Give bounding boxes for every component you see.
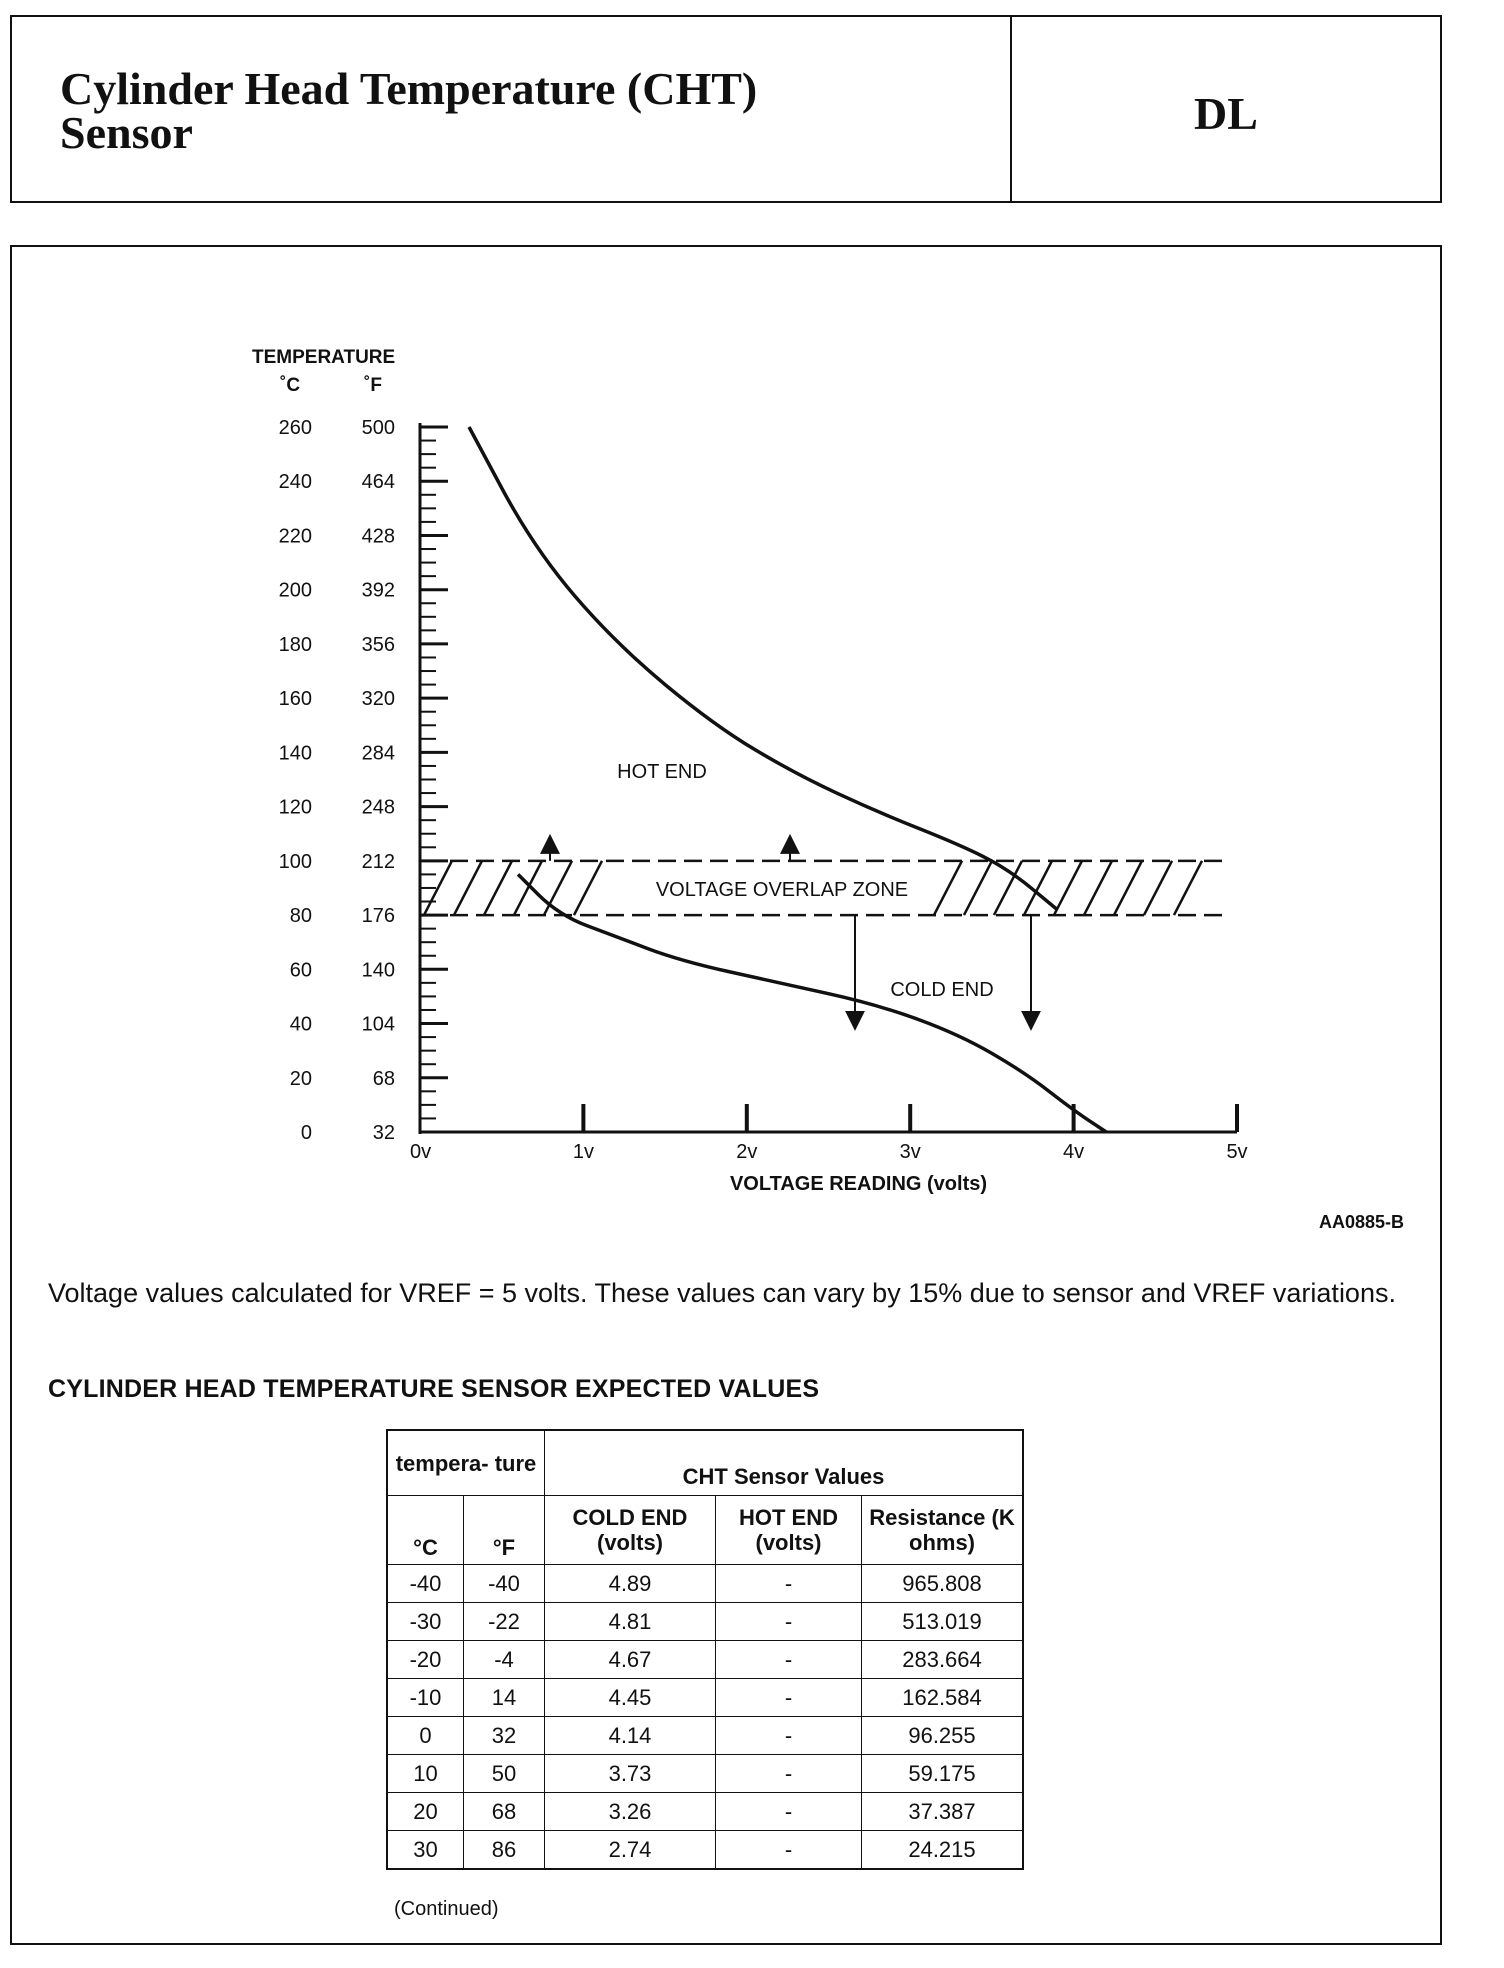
cell-hot-end: - <box>716 1717 862 1755</box>
table-row <box>387 1793 1023 1831</box>
cell-cold-end: 3.73 <box>545 1755 716 1793</box>
cell-resistance: 162.584 <box>862 1679 1024 1717</box>
section-code: DL <box>1194 87 1258 139</box>
voltage-temperature-chart <box>12 247 1440 1207</box>
content-frame <box>10 245 1442 1945</box>
cell-hot-end: - <box>716 1565 862 1603</box>
overlap-hatch <box>454 861 482 915</box>
y-tick-label-fahrenheit: 140 <box>361 959 395 982</box>
header-hot-end: HOT END (volts) <box>716 1496 862 1565</box>
overlap-hatch <box>544 861 572 915</box>
header-celsius: °C <box>387 1496 464 1565</box>
overlap-hatch <box>1054 861 1082 915</box>
table-row <box>387 1565 1023 1603</box>
cell-hot-end: - <box>716 1793 862 1831</box>
overlap-hatch <box>574 861 602 915</box>
y-tick-label-celsius: 200 <box>278 579 312 602</box>
title-line-2: Sensor <box>60 107 193 158</box>
y-unit-fahrenheit: ˚F <box>364 375 382 396</box>
cell-fahrenheit: 68 <box>464 1793 545 1831</box>
cell-cold-end: 4.14 <box>545 1717 716 1755</box>
cell-hot-end: - <box>716 1603 862 1641</box>
cell-fahrenheit: -22 <box>464 1603 545 1641</box>
table-title: CYLINDER HEAD TEMPERATURE SENSOR EXPECTED VALUES <box>48 1375 820 1403</box>
table-row <box>387 1717 1023 1755</box>
header-cold-end: COLD END (volts) <box>545 1496 716 1565</box>
cell-resistance: 59.175 <box>862 1755 1024 1793</box>
title-line-1: Cylinder Head Temperature (CHT) <box>60 63 758 114</box>
table-row <box>387 1641 1023 1679</box>
cell-resistance: 965.808 <box>862 1565 1024 1603</box>
x-tick-label: 4v <box>1063 1141 1085 1163</box>
cell-hot-end: - <box>716 1679 862 1717</box>
hot-end-label: HOT END <box>617 761 707 783</box>
cell-celsius: -20 <box>387 1641 464 1679</box>
cell-fahrenheit: 50 <box>464 1755 545 1793</box>
overlap-hatch <box>1114 861 1142 915</box>
y-tick-label-fahrenheit: 176 <box>361 905 395 928</box>
overlap-hatch <box>1144 861 1172 915</box>
y-tick-label-fahrenheit: 284 <box>361 742 395 765</box>
y-tick-label-celsius: 80 <box>289 905 312 928</box>
cell-resistance: 24.215 <box>862 1831 1024 1870</box>
y-tick-label-fahrenheit: 464 <box>361 471 395 494</box>
table-body <box>387 1565 1023 1870</box>
overlap-hatch <box>934 861 962 915</box>
cell-fahrenheit: -4 <box>464 1641 545 1679</box>
cell-celsius: -30 <box>387 1603 464 1641</box>
y-tick-label-celsius: 220 <box>278 525 312 548</box>
y-unit-celsius: ˚C <box>280 375 301 396</box>
x-tick-label: 5v <box>1226 1141 1248 1163</box>
cell-hot-end: - <box>716 1831 862 1870</box>
y-tick-label-celsius: 160 <box>278 688 312 711</box>
cell-cold-end: 4.89 <box>545 1565 716 1603</box>
cht-group-header: CHT Sensor Values <box>545 1430 1024 1496</box>
cell-celsius: 30 <box>387 1831 464 1870</box>
y-tick-label-celsius: 260 <box>278 417 312 439</box>
cell-celsius: 20 <box>387 1793 464 1831</box>
x-tick-label: 1v <box>572 1141 594 1163</box>
overlap-zone-label: VOLTAGE OVERLAP ZONE <box>655 878 909 901</box>
y-tick-label-celsius: 140 <box>278 742 312 765</box>
page-title <box>12 17 1012 201</box>
cell-resistance: 37.387 <box>862 1793 1024 1831</box>
cold-end-curve <box>518 874 1106 1132</box>
cell-cold-end: 3.26 <box>545 1793 716 1831</box>
y-tick-label-fahrenheit: 392 <box>361 579 395 602</box>
cell-cold-end: 4.67 <box>545 1641 716 1679</box>
x-tick-label: 0v <box>410 1141 432 1163</box>
cht-values-table <box>386 1429 1024 1870</box>
cell-resistance: 96.255 <box>862 1717 1024 1755</box>
cell-celsius: -10 <box>387 1679 464 1717</box>
cell-cold-end: 2.74 <box>545 1831 716 1870</box>
y-tick-label-celsius: 240 <box>278 471 312 494</box>
y-tick-label-celsius: 100 <box>278 850 312 873</box>
y-tick-label-celsius: 60 <box>289 959 312 982</box>
y-tick-label-celsius: 120 <box>278 796 312 819</box>
y-tick-label-fahrenheit: 212 <box>361 850 395 873</box>
y-tick-label-fahrenheit: 428 <box>361 525 395 548</box>
table-row <box>387 1603 1023 1641</box>
hot-end-curve <box>469 427 1057 910</box>
continued-note: (Continued) <box>394 1898 499 1920</box>
overlap-hatch <box>1174 861 1202 915</box>
y-tick-label-fahrenheit: 356 <box>361 633 395 656</box>
y-tick-label-fahrenheit: 500 <box>361 417 395 439</box>
cell-fahrenheit: 86 <box>464 1831 545 1870</box>
x-tick-label: 3v <box>899 1141 921 1163</box>
figure-id: AA0885-B <box>1318 1212 1404 1232</box>
y-tick-label-fahrenheit: 68 <box>372 1067 395 1090</box>
overlap-hatch <box>514 861 542 915</box>
y-tick-label-celsius: 40 <box>289 1013 312 1036</box>
table-row <box>387 1831 1023 1870</box>
y-tick-label-celsius: 20 <box>289 1067 312 1090</box>
cell-resistance: 283.664 <box>862 1641 1024 1679</box>
cell-hot-end: - <box>716 1641 862 1679</box>
header-resistance: Resistance (K ohms) <box>862 1496 1024 1565</box>
overlap-hatch <box>1084 861 1112 915</box>
overlap-hatch <box>964 861 992 915</box>
y-tick-label-fahrenheit: 248 <box>361 796 395 819</box>
cell-celsius: 0 <box>387 1717 464 1755</box>
cell-fahrenheit: -40 <box>464 1565 545 1603</box>
cold-end-label: COLD END <box>890 979 994 1001</box>
y-tick-label-fahrenheit: 320 <box>361 688 395 711</box>
overlap-hatch <box>484 861 512 915</box>
cell-resistance: 513.019 <box>862 1603 1024 1641</box>
vref-note: Voltage values calculated for VREF = 5 volts. These values can vary by 15% due to sensor and VREF variations. <box>48 1278 1396 1308</box>
cell-celsius: 10 <box>387 1755 464 1793</box>
page-header <box>10 15 1442 203</box>
cell-cold-end: 4.45 <box>545 1679 716 1717</box>
temperature-group-header: tempera- ture <box>387 1430 545 1496</box>
x-tick-label: 2v <box>736 1141 758 1163</box>
chart-title: TEMPERATURE <box>252 347 396 368</box>
y-tick-label-celsius: 180 <box>278 633 312 656</box>
header-fahrenheit: °F <box>464 1496 545 1565</box>
table-row <box>387 1679 1023 1717</box>
cell-fahrenheit: 14 <box>464 1679 545 1717</box>
table-row <box>387 1755 1023 1793</box>
cell-cold-end: 4.81 <box>545 1603 716 1641</box>
overlap-hatch <box>1024 861 1052 915</box>
x-axis-label: VOLTAGE READING (volts) <box>729 1173 988 1195</box>
cell-celsius: -40 <box>387 1565 464 1603</box>
cell-hot-end: - <box>716 1755 862 1793</box>
y-tick-label-fahrenheit: 32 <box>372 1122 395 1144</box>
y-tick-label-celsius: 0 <box>300 1122 312 1144</box>
cell-fahrenheit: 32 <box>464 1717 545 1755</box>
y-tick-label-fahrenheit: 104 <box>361 1013 395 1036</box>
